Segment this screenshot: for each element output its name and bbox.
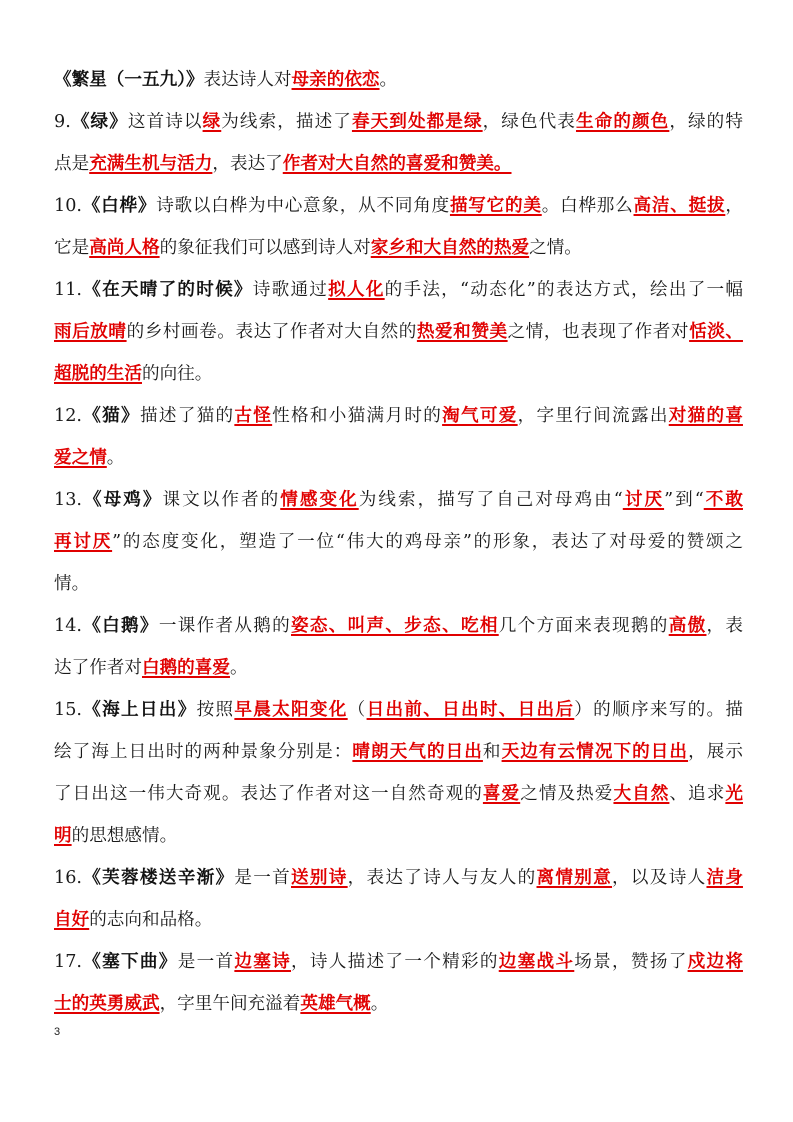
answer-phrase: 边塞诗	[234, 951, 292, 972]
text-segment: ，	[725, 196, 743, 216]
answer-phrase: 天边有云情况下的日出	[501, 741, 689, 762]
text-segment: 12.	[54, 406, 82, 426]
answer-phrase: 不敢	[703, 489, 743, 510]
text-line	[54, 610, 743, 642]
text-segment: 。	[370, 994, 389, 1014]
text-segment: ，绿的特	[669, 112, 743, 132]
text-segment: 按照	[196, 700, 235, 720]
text-title: 《塞下曲》	[81, 951, 178, 972]
text-segment: ，字里午间充溢着	[159, 994, 301, 1014]
text-segment: ，绿色代表	[482, 112, 576, 132]
answer-phrase: 母亲的依恋	[291, 69, 380, 90]
answer-phrase: 对猫的喜	[668, 405, 743, 426]
answer-phrase: 春天到处都是绿	[351, 111, 483, 132]
text-title: 《白鹅》	[81, 615, 159, 636]
text-line	[54, 862, 743, 894]
answer-phrase: 讨厌	[622, 489, 665, 510]
answer-phrase: 热爱和赞美	[416, 321, 508, 342]
text-segment: 绘了海上日出时的两种景象分别是：	[54, 742, 353, 762]
text-line	[54, 778, 743, 810]
text-segment: 一课作者从鹅的	[158, 616, 291, 636]
page-number: 3	[54, 1026, 61, 1038]
text-segment: 达了作者对	[54, 658, 142, 678]
text-title: 《繁星（一五九）》	[54, 69, 204, 90]
text-segment: 的向往。	[141, 364, 213, 384]
answer-phrase: 离情别意	[536, 867, 613, 888]
text-line	[54, 694, 743, 726]
text-segment: 课文以作者的	[162, 490, 281, 510]
text-line	[54, 274, 743, 306]
text-segment: 表达诗人对	[203, 70, 292, 90]
answer-phrase: 洁身	[706, 867, 743, 888]
text-segment: 为线索，描写了自己对母鸡由“	[358, 490, 623, 510]
answer-phrase: 超脱的生活	[54, 363, 142, 384]
answer-phrase: 日出前、日出时、日出后	[366, 699, 575, 720]
answer-phrase: 晴朗天气的日出	[352, 741, 483, 762]
text-title: 《猫》	[81, 405, 140, 426]
answer-phrase: 淘气可爱	[442, 405, 518, 426]
text-segment: ，以及诗人	[612, 868, 707, 888]
answer-phrase: 英雄气概	[300, 993, 371, 1014]
text-segment: 的象征我们可以感到诗人对	[159, 238, 371, 258]
answer-phrase: 绿	[202, 111, 222, 132]
text-title: 《绿》	[70, 111, 128, 132]
answer-phrase: 白鹅的喜爱	[141, 657, 230, 678]
text-segment: 为线索，描述了	[221, 112, 352, 132]
text-title: 《芙蓉楼送辛渐》	[81, 867, 235, 888]
answer-phrase: 高洁、挺拔	[633, 195, 726, 216]
text-segment: （	[347, 700, 367, 720]
text-segment: 9.	[54, 112, 71, 132]
text-segment: ”的态度变化，塑造了一位“伟大的鸡母亲”的形象，表达了对母爱的赞颂之	[112, 532, 743, 552]
text-line	[54, 148, 743, 180]
answer-phrase: 描写它的美	[449, 195, 542, 216]
answer-phrase: 爱之情	[54, 447, 107, 468]
text-line	[54, 358, 743, 390]
text-segment: 几个方面来表现鹅的	[498, 616, 669, 636]
text-line	[54, 526, 743, 558]
text-segment: 10.	[54, 196, 82, 216]
answer-phrase: 光	[725, 783, 743, 804]
answer-phrase: 早晨太阳变化	[234, 699, 348, 720]
text-segment: ，表达了诗人与友人的	[347, 868, 537, 888]
text-segment: 的乡村画卷。表达了作者对大自然的	[126, 322, 417, 342]
text-line	[54, 988, 743, 1020]
text-segment: 16.	[54, 868, 82, 888]
text-segment: ，诗人描述了一个精彩的	[291, 952, 499, 972]
text-line	[54, 442, 743, 474]
text-line	[54, 904, 743, 936]
answer-phrase: 士的英勇威武	[54, 993, 160, 1014]
answer-phrase: 恬淡、	[689, 321, 743, 342]
text-segment: 17.	[54, 952, 82, 972]
text-segment: 之情，也表现了作者对	[507, 322, 690, 342]
text-segment: 的手法，“动态化”的表达方式，绘出了一幅	[384, 280, 743, 300]
text-line	[54, 190, 743, 222]
text-segment: 是一首	[177, 952, 235, 972]
text-segment: 它是	[54, 238, 90, 258]
answer-phrase: 大自然	[613, 783, 670, 804]
answer-phrase: 充满生机与活力	[89, 153, 213, 174]
text-segment: ，表	[706, 616, 743, 636]
text-segment: ，表达了	[212, 154, 283, 174]
text-segment: 诗歌以白桦为中心意象，从不同角度	[156, 196, 450, 216]
text-segment: 。	[106, 448, 125, 468]
text-line	[54, 652, 743, 684]
answer-phrase: 自好	[54, 909, 90, 930]
answer-phrase: 边塞战斗	[498, 951, 575, 972]
text-segment: ”到“	[664, 490, 704, 510]
answer-phrase: 雨后放晴	[54, 321, 127, 342]
text-segment: 情。	[54, 574, 90, 594]
text-segment: ，字里行间流露出	[517, 406, 669, 426]
text-segment: 11.	[54, 280, 82, 300]
answer-phrase: 再讨厌	[54, 531, 113, 552]
answer-phrase: 明	[54, 825, 72, 846]
answer-phrase: 高傲	[668, 615, 707, 636]
answer-phrase: 姿态、叫声、步态、吃相	[291, 615, 499, 636]
text-segment: 14.	[54, 616, 82, 636]
text-segment: 13.	[54, 490, 82, 510]
text-segment: 点是	[54, 154, 90, 174]
text-segment: 之情及热爱	[520, 784, 614, 804]
text-line	[54, 736, 743, 768]
text-segment: 性格和小猫满月时的	[272, 406, 443, 426]
text-title: 《海上日出》	[81, 699, 197, 720]
text-segment: 描述了猫的	[139, 406, 235, 426]
answer-phrase: 家乡和大自然的热爱	[370, 237, 530, 258]
text-segment: 。白桦那么	[541, 196, 634, 216]
text-line	[54, 232, 743, 264]
answer-phrase: 情感变化	[280, 489, 359, 510]
answer-phrase: 生命的颜色	[575, 111, 670, 132]
text-line	[54, 106, 743, 138]
text-line	[54, 400, 743, 432]
answer-phrase: 作者对大自然的喜爱和赞美。	[282, 153, 512, 174]
text-segment: 。	[379, 70, 398, 90]
answer-phrase: 高尚人格	[89, 237, 160, 258]
text-line	[54, 820, 743, 852]
text-segment: ，展示	[688, 742, 743, 762]
text-segment: 。	[229, 658, 248, 678]
text-segment: 是一首	[234, 868, 291, 888]
text-title: 《在天晴了的时候》	[81, 279, 253, 300]
text-segment: 15.	[54, 700, 82, 720]
answer-phrase: 古怪	[234, 405, 273, 426]
text-segment: 诗歌通过	[252, 280, 329, 300]
text-line	[54, 568, 743, 600]
answer-phrase: 戍边将	[687, 951, 743, 972]
text-segment: 之情。	[529, 238, 582, 258]
text-title: 《母鸡》	[81, 489, 163, 510]
text-segment: 这首诗以	[127, 112, 203, 132]
text-segment: 和	[482, 742, 502, 762]
answer-phrase: 喜爱	[482, 783, 521, 804]
text-segment: 的志向和品格。	[89, 910, 213, 930]
text-segment: 、追求	[669, 784, 726, 804]
answer-phrase: 送别诗	[291, 867, 348, 888]
text-title: 《白桦》	[81, 195, 157, 216]
text-segment: 的思想感情。	[71, 826, 178, 846]
answer-phrase: 拟人化	[328, 279, 385, 300]
text-segment: 了日出这一伟大奇观。表达了作者对这一自然奇观的	[54, 784, 483, 804]
text-segment: 场景，赞扬了	[574, 952, 688, 972]
text-line	[54, 316, 743, 348]
text-segment: ）的顺序来写的。描	[574, 700, 743, 720]
text-line	[54, 484, 743, 516]
text-line	[54, 946, 743, 978]
text-line	[54, 64, 743, 96]
